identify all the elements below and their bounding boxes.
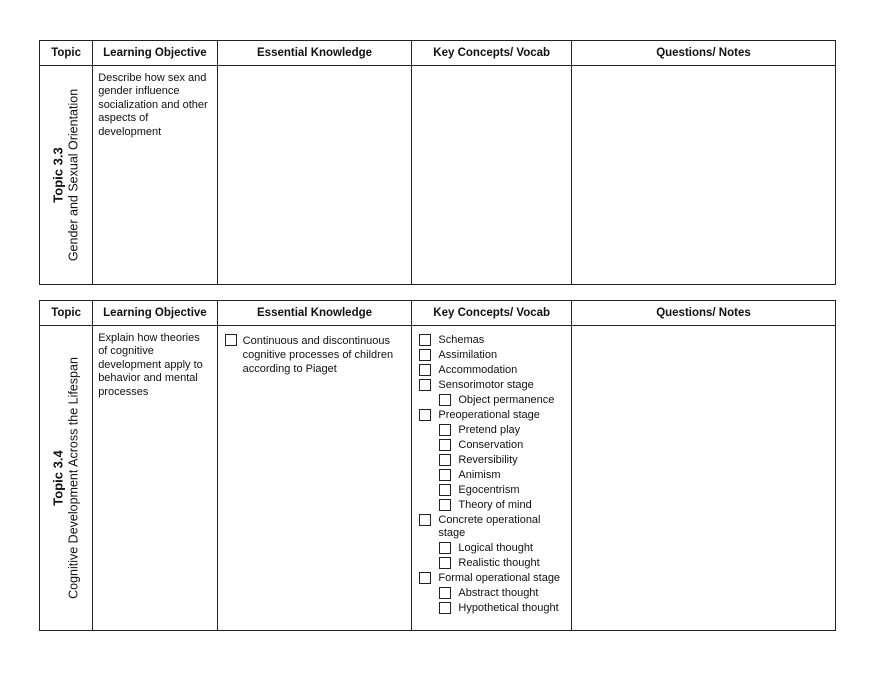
key-concepts-header: Key Concepts/ Vocab [412,41,572,66]
content-row [40,66,836,285]
checklist-item-label: Realistic thought [458,557,540,570]
learning-objective-text: Describe how sex and gender influence socialization and other aspects of development [98,72,208,138]
topic-3-4-notes-table [39,300,836,631]
checklist-item-label: Egocentrism [458,483,520,496]
checklist-item-label: Continuous and discontinuous cognitive processes of children according to Piaget [242,335,394,375]
checklist-item-label: Pretend play [458,423,521,436]
checklist-item-label: Accommodation [438,363,518,376]
checklist-item[interactable] [439,469,565,483]
topic-name: Gender and Sexual Orientation [66,88,81,262]
key-concepts-cell[interactable] [412,66,572,285]
checklist-item[interactable] [225,334,406,376]
checkbox[interactable] [439,542,451,554]
checkbox[interactable] [419,379,431,391]
header-row [40,301,836,326]
essential-knowledge-header: Essential Knowledge [217,301,412,326]
checklist-item[interactable] [439,587,565,601]
checklist-item[interactable] [419,334,565,348]
header-row [40,41,836,66]
checklist-item[interactable] [439,542,565,556]
checklist-item[interactable] [419,572,565,586]
topic-label [51,357,82,599]
checklist-item-label: Object permanence [458,393,555,406]
checkbox[interactable] [419,572,431,584]
topic-number: Topic 3.4 [50,450,66,506]
checklist-item[interactable] [439,499,565,513]
checklist-item[interactable] [419,349,565,363]
content-row [40,326,836,631]
essential-knowledge-cell[interactable] [217,66,412,285]
checkbox[interactable] [439,602,451,614]
checklist-item-label: Theory of mind [458,498,532,511]
checkbox[interactable] [439,424,451,436]
checklist-item[interactable] [439,439,565,453]
key-concepts-cell [412,326,572,631]
checklist-item-label: Reversibility [458,453,518,466]
checklist-item-label: Assimilation [438,348,498,361]
checklist-item-label: Formal operational stage [438,572,561,585]
key-concepts-checklist [412,326,571,616]
essential-knowledge-list [218,326,412,376]
topic-cell [40,66,93,285]
checkbox[interactable] [439,484,451,496]
checklist-item[interactable] [439,557,565,571]
checkbox[interactable] [439,439,451,451]
checklist-item-label: Preoperational stage [438,408,540,421]
topic-header: Topic [40,41,93,66]
topic-label [51,89,82,261]
checklist-item[interactable] [439,484,565,498]
checklist-item[interactable] [439,394,565,408]
questions-notes-cell[interactable] [571,326,835,631]
questions-notes-cell[interactable] [571,66,835,285]
learning-objective-header: Learning Objective [93,41,217,66]
questions-notes-header: Questions/ Notes [571,41,835,66]
essential-knowledge-header: Essential Knowledge [217,41,412,66]
checklist-item[interactable] [439,454,565,468]
topic-3-3-notes-table [39,40,836,285]
checklist-item[interactable] [439,602,565,616]
checkbox[interactable] [419,349,431,361]
checklist-item[interactable] [419,364,565,378]
checklist-item-label: Hypothetical thought [458,602,559,615]
checklist-item-label: Concrete operational stage [438,513,541,540]
checklist-item[interactable] [419,514,565,541]
checkbox[interactable] [419,334,431,346]
learning-objective-header: Learning Objective [93,301,217,326]
checklist-item-label: Animism [458,468,501,481]
learning-objective-cell [93,66,217,285]
checklist-item-label: Abstract thought [458,587,539,600]
checklist-item-label: Sensorimotor stage [438,378,534,391]
topic-header: Topic [40,301,93,326]
checkbox[interactable] [439,394,451,406]
checklist-item-label: Logical thought [458,542,533,555]
checkbox[interactable] [439,469,451,481]
questions-notes-header: Questions/ Notes [571,301,835,326]
checkbox[interactable] [419,514,431,526]
essential-knowledge-cell [217,326,412,631]
key-concepts-header: Key Concepts/ Vocab [412,301,572,326]
checkbox[interactable] [439,557,451,569]
learning-objective-text: Explain how theories of cognitive development apply to behavior and mental processes [98,332,203,398]
learning-objective-cell [93,326,217,631]
topic-cell [40,326,93,631]
checkbox[interactable] [419,364,431,376]
checkbox[interactable] [419,409,431,421]
topic-number: Topic 3.3 [50,147,66,203]
checklist-item[interactable] [419,379,565,393]
checkbox[interactable] [439,587,451,599]
checkbox[interactable] [439,454,451,466]
topic-name: Cognitive Development Across the Lifespan [66,357,81,599]
checkbox[interactable] [439,499,451,511]
checklist-item-label: Schemas [438,334,485,346]
checkbox[interactable] [225,334,237,346]
checklist-item[interactable] [419,409,565,423]
checklist-item[interactable] [439,424,565,438]
checklist-item-label: Conservation [458,438,524,451]
